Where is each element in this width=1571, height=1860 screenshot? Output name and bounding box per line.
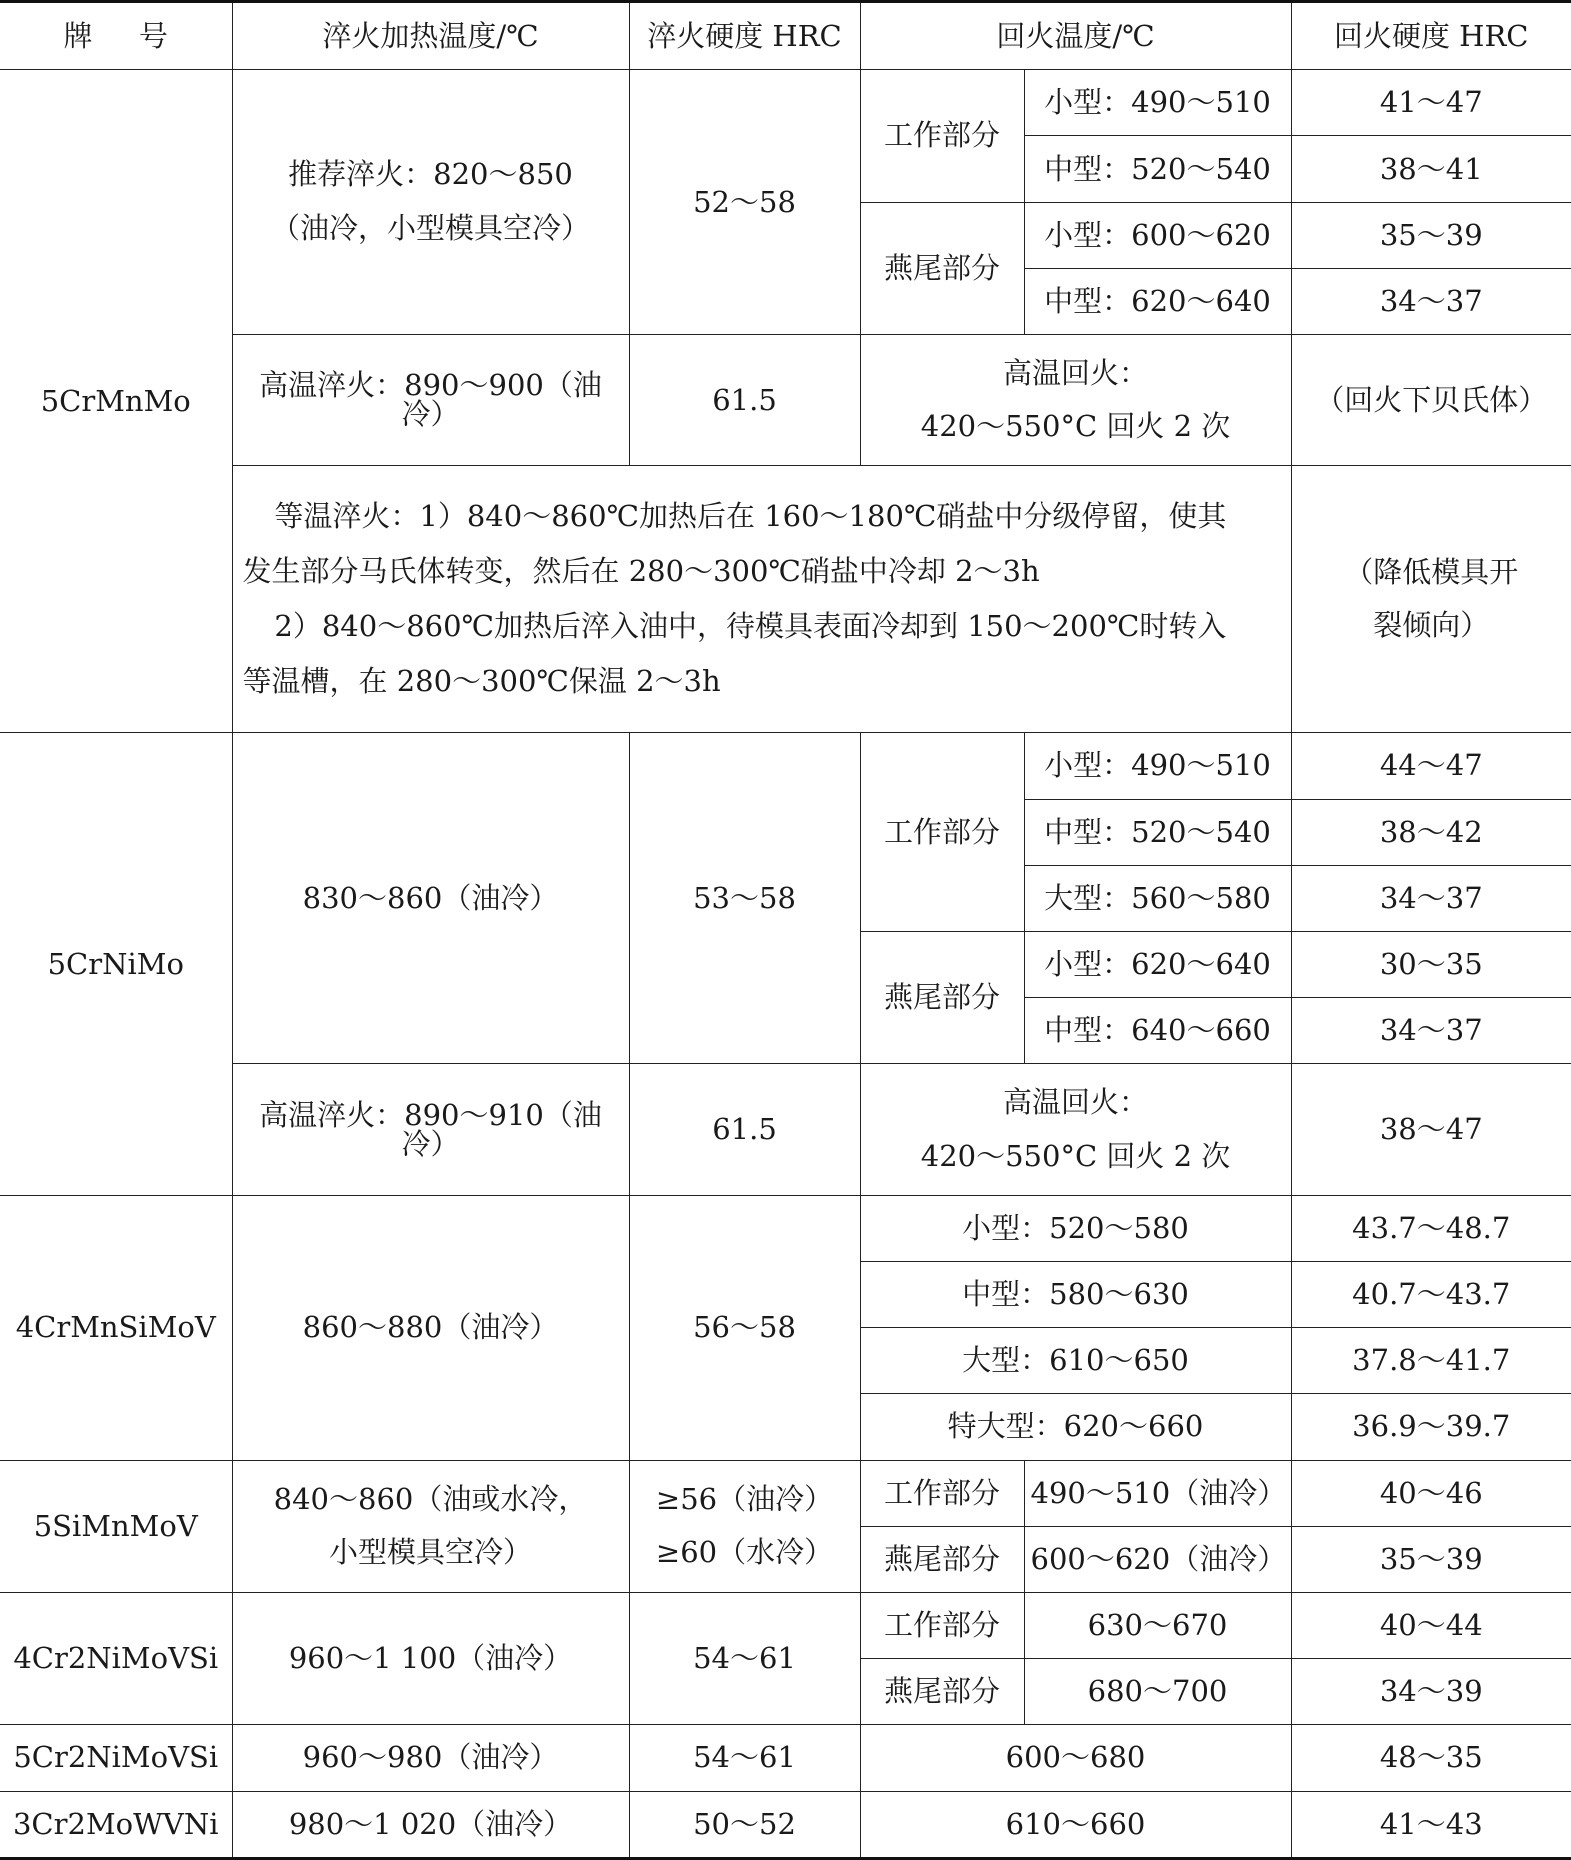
temper-temp-cell: 600～620（油冷） xyxy=(1024,1526,1291,1592)
quench-hardness-cell: 53～58 xyxy=(629,733,860,1064)
table-row xyxy=(0,1460,1571,1526)
temper-temp-cell: 特大型：620～660 xyxy=(860,1394,1291,1460)
temper-hardness-cell: 37.8～41.7 xyxy=(1291,1328,1571,1394)
temper-hardness-cell: 38～47 xyxy=(1291,1064,1571,1195)
part-label-cell: 燕尾部分 xyxy=(860,202,1024,334)
grade-cell: 5CrNiMo xyxy=(0,733,232,1195)
part-label-cell: 燕尾部分 xyxy=(860,1526,1024,1592)
quench-temp-cell: 980～1 020（油冷） xyxy=(232,1791,629,1858)
temper-temp-cell: 大型：610～650 xyxy=(860,1328,1291,1394)
temper-temp-cell: 小型：490～510 xyxy=(1024,733,1291,799)
quench-temp-cell: 960～1 100（油冷） xyxy=(232,1592,629,1724)
header-temper-temp: 回火温度/℃ xyxy=(860,2,1291,70)
temper-hardness-cell: 40～44 xyxy=(1291,1592,1571,1658)
temper-hardness-cell: 41～43 xyxy=(1291,1791,1571,1858)
isothermal-note-cell: （降低模具开 裂倾向） xyxy=(1291,466,1571,733)
quench-temp-cell: 高温淬火：890～910（油冷） xyxy=(232,1064,629,1195)
grade-cell: 5Cr2NiMoVSi xyxy=(0,1725,232,1791)
temper-temp-cell: 490～510（油冷） xyxy=(1024,1460,1291,1526)
temper-temp-cell: 中型：640～660 xyxy=(1024,998,1291,1064)
quench-hardness-cell: 52～58 xyxy=(629,70,860,335)
temper-temp-cell: 小型：490～510 xyxy=(1024,70,1291,136)
temper-hardness-cell: 35～39 xyxy=(1291,1526,1571,1592)
temper-hardness-cell: 30～35 xyxy=(1291,931,1571,997)
grade-cell: 5SiMnMoV xyxy=(0,1460,232,1592)
table-row xyxy=(0,1195,1571,1261)
temper-temp-cell: 600～680 xyxy=(860,1725,1291,1791)
table-row xyxy=(0,733,1571,799)
part-label-cell: 工作部分 xyxy=(860,1592,1024,1658)
quench-hardness-cell: 61.5 xyxy=(629,335,860,466)
quench-hardness-cell: 61.5 xyxy=(629,1064,860,1195)
temper-temp-cell: 中型：620～640 xyxy=(1024,268,1291,334)
table-row xyxy=(0,335,1571,466)
temper-temp-cell: 小型：620～640 xyxy=(1024,931,1291,997)
quench-temp-cell: 840～860（油或水冷， 小型模具空冷） xyxy=(232,1460,629,1592)
grade-cell: 4Cr2NiMoVSi xyxy=(0,1592,232,1724)
temper-hardness-cell: 34～37 xyxy=(1291,998,1571,1064)
temper-temp-cell: 中型：520～540 xyxy=(1024,799,1291,865)
table-row xyxy=(0,1064,1571,1195)
quench-temp-cell: 高温淬火：890～900（油冷） xyxy=(232,335,629,466)
temper-hardness-cell: 40～46 xyxy=(1291,1460,1571,1526)
temper-temp-cell: 大型：560～580 xyxy=(1024,865,1291,931)
temper-temp-cell: 中型：580～630 xyxy=(860,1261,1291,1327)
quench-hardness-cell: 54～61 xyxy=(629,1725,860,1791)
isothermal-quench-cell: 等温淬火：1）840～860℃加热后在 160～180℃硝盐中分级停留，使其 发生部分马氏体转变，然后在 280～300℃硝盐中冷却 2～3h 2）840～860℃加热后淬入油中，待模具表面冷却到 150～200℃时转入 等温槽，在 280～300℃保温 2～3h xyxy=(232,466,1291,733)
temper-temp-cell: 小型：520～580 xyxy=(860,1195,1291,1261)
part-label-cell: 工作部分 xyxy=(860,733,1024,932)
temper-hardness-cell: （回火下贝氏体） xyxy=(1291,335,1571,466)
temper-hardness-cell: 44～47 xyxy=(1291,733,1571,799)
quench-hardness-cell: ≥56（油冷） ≥60（水冷） xyxy=(629,1460,860,1592)
table-row xyxy=(0,1791,1571,1858)
quench-hardness-cell: 50～52 xyxy=(629,1791,860,1858)
part-label-cell: 工作部分 xyxy=(860,70,1024,202)
temper-hardness-cell: 41～47 xyxy=(1291,70,1571,136)
temper-hardness-cell: 38～42 xyxy=(1291,799,1571,865)
part-label-cell: 燕尾部分 xyxy=(860,931,1024,1063)
temper-hardness-cell: 38～41 xyxy=(1291,136,1571,202)
temper-temp-cell: 高温回火： 420～550°C 回火 2 次 xyxy=(860,1064,1291,1195)
table-row xyxy=(0,466,1571,733)
table-row xyxy=(0,70,1571,136)
quench-temp-cell: 960～980（油冷） xyxy=(232,1725,629,1791)
header-quench-hardness: 淬火硬度 HRC xyxy=(629,2,860,70)
grade-cell: 5CrMnMo xyxy=(0,70,232,733)
temper-temp-cell: 高温回火： 420～550°C 回火 2 次 xyxy=(860,335,1291,466)
temper-hardness-cell: 36.9～39.7 xyxy=(1291,1394,1571,1460)
temper-temp-cell: 680～700 xyxy=(1024,1659,1291,1725)
temper-hardness-cell: 34～39 xyxy=(1291,1659,1571,1725)
grade-cell: 3Cr2MoWVNi xyxy=(0,1791,232,1858)
quench-temp-cell: 860～880（油冷） xyxy=(232,1195,629,1460)
temper-hardness-cell: 35～39 xyxy=(1291,202,1571,268)
temper-hardness-cell: 43.7～48.7 xyxy=(1291,1195,1571,1261)
temper-hardness-cell: 34～37 xyxy=(1291,268,1571,334)
part-label-cell: 燕尾部分 xyxy=(860,1659,1024,1725)
quench-temp-cell: 推荐淬火：820～850 （油冷，小型模具空冷） xyxy=(232,70,629,335)
table-row xyxy=(0,1725,1571,1791)
temper-temp-cell: 小型：600～620 xyxy=(1024,202,1291,268)
header-temper-hardness: 回火硬度 HRC xyxy=(1291,2,1571,70)
grade-cell: 4CrMnSiMoV xyxy=(0,1195,232,1460)
temper-temp-cell: 610～660 xyxy=(860,1791,1291,1858)
header-row xyxy=(0,2,1571,70)
table-row xyxy=(0,1592,1571,1658)
quench-temp-cell: 830～860（油冷） xyxy=(232,733,629,1064)
temper-hardness-cell: 48～35 xyxy=(1291,1725,1571,1791)
temper-hardness-cell: 34～37 xyxy=(1291,865,1571,931)
temper-temp-cell: 630～670 xyxy=(1024,1592,1291,1658)
header-grade: 牌号 xyxy=(0,2,232,70)
header-quench-temp: 淬火加热温度/℃ xyxy=(232,2,629,70)
quench-hardness-cell: 56～58 xyxy=(629,1195,860,1460)
temper-hardness-cell: 40.7～43.7 xyxy=(1291,1261,1571,1327)
part-label-cell: 工作部分 xyxy=(860,1460,1024,1526)
temper-temp-cell: 中型：520～540 xyxy=(1024,136,1291,202)
quench-hardness-cell: 54～61 xyxy=(629,1592,860,1724)
